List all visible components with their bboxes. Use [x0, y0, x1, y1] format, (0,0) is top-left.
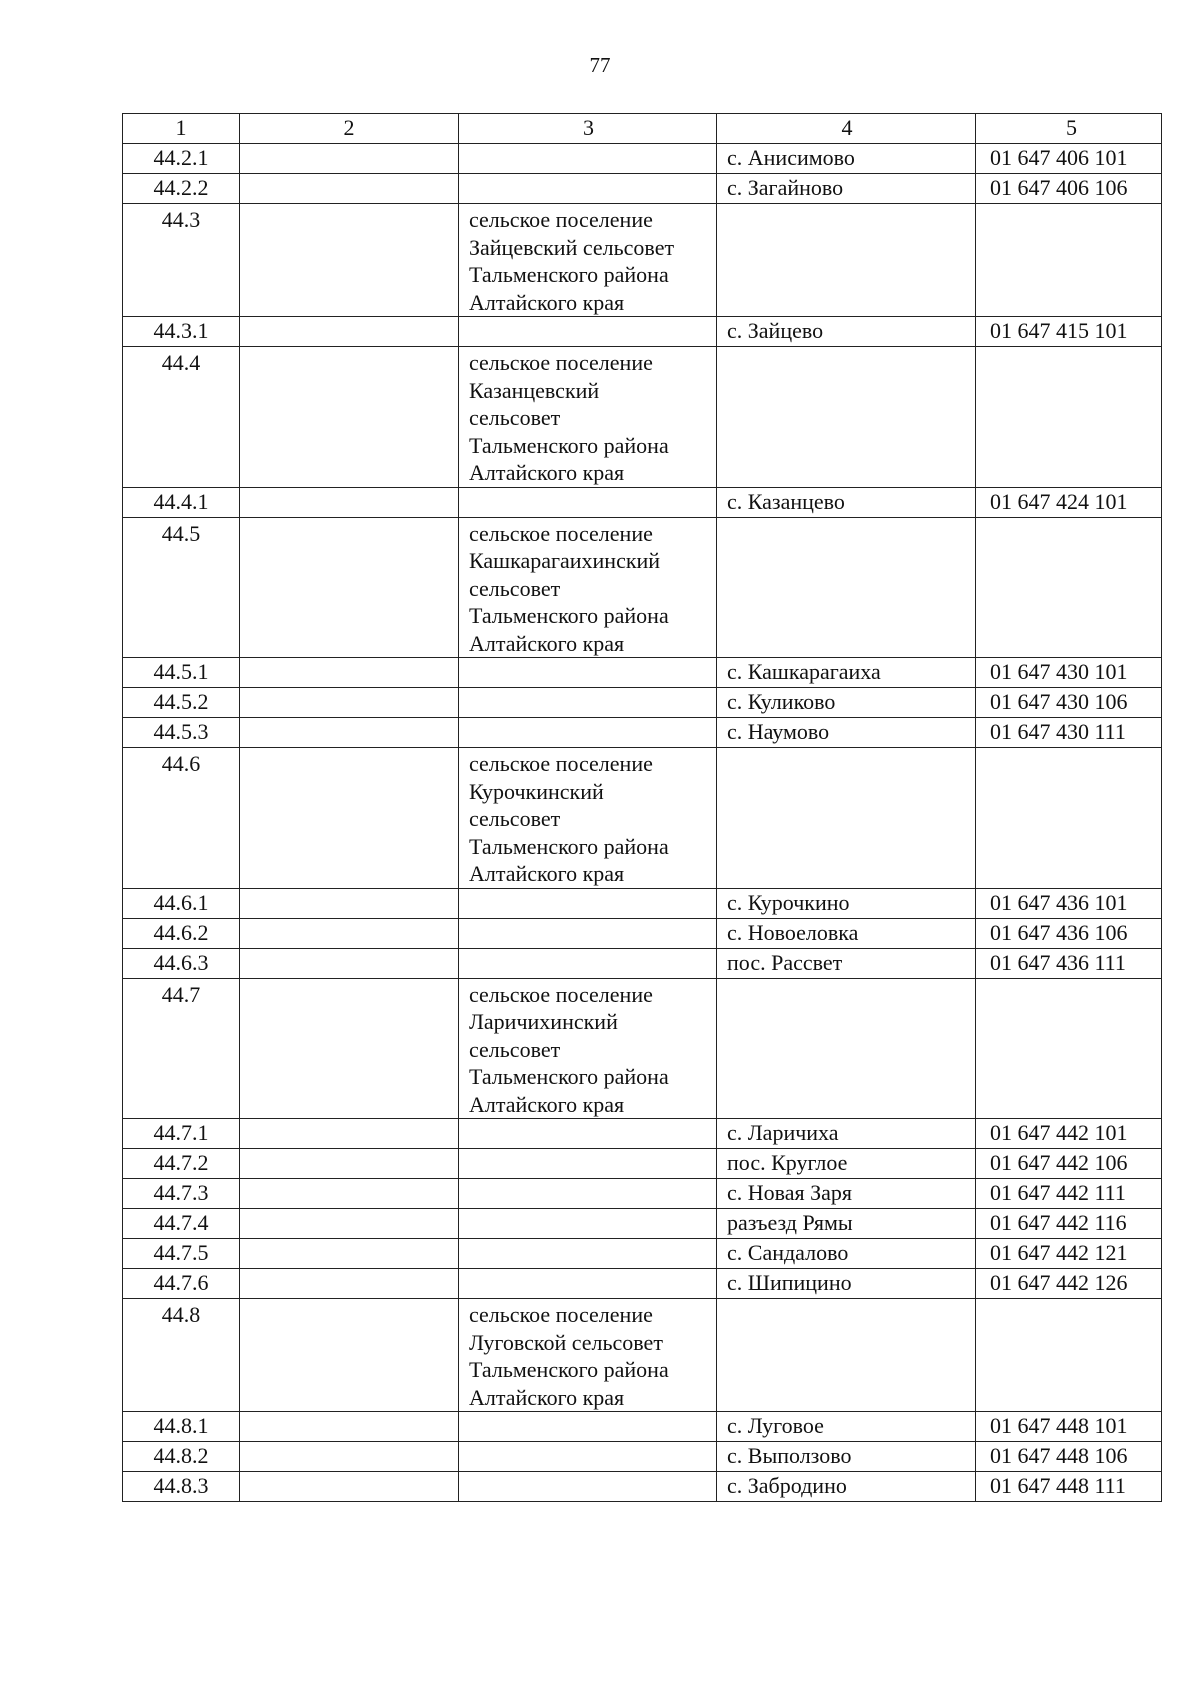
row-number-cell: 44.2.2 [123, 174, 240, 204]
empty-cell [240, 918, 459, 948]
code-cell: 01 647 442 101 [976, 1119, 1162, 1149]
table-row [123, 317, 1162, 347]
settlement-cell: с. Наумово [717, 718, 976, 748]
municipality-cell [459, 978, 717, 1119]
settlements-table [122, 113, 1162, 1502]
municipality-line: сельское поселение [469, 1302, 653, 1327]
row-number-cell: 44.4.1 [123, 487, 240, 517]
row-number-cell: 44.3.1 [123, 317, 240, 347]
code-cell [976, 204, 1162, 317]
municipality-line: Алтайского края [469, 289, 625, 315]
settlement-cell [717, 978, 976, 1119]
municipality-cell [459, 1239, 717, 1269]
code-cell: 01 647 442 111 [976, 1179, 1162, 1209]
table-row [123, 347, 1162, 488]
settlement-cell: с. Зайцево [717, 317, 976, 347]
settlement-cell: с. Казанцево [717, 487, 976, 517]
municipality-line: Алтайского края [469, 1384, 625, 1410]
header-cell-3: 3 [459, 114, 717, 144]
municipality-line: Тальменского района [469, 1064, 669, 1089]
municipality-cell [459, 718, 717, 748]
table-row [123, 1209, 1162, 1239]
row-number-cell: 44.5.1 [123, 658, 240, 688]
code-cell: 01 647 430 111 [976, 718, 1162, 748]
municipality-line: сельсовет [469, 405, 561, 430]
municipality-line: Алтайского края [469, 1091, 625, 1117]
code-cell: 01 647 430 106 [976, 688, 1162, 718]
table-body [123, 114, 1162, 1502]
table-row [123, 978, 1162, 1119]
table-row [123, 948, 1162, 978]
code-cell: 01 647 406 106 [976, 174, 1162, 204]
municipality-cell [459, 748, 717, 889]
empty-cell [240, 1412, 459, 1442]
table-row [123, 1442, 1162, 1472]
table-row [123, 144, 1162, 174]
settlement-cell [717, 517, 976, 658]
municipality-line: сельсовет [469, 1036, 561, 1062]
municipality-cell [459, 1209, 717, 1239]
page-number: 77 [589, 53, 611, 77]
table-row [123, 1149, 1162, 1179]
code-cell: 01 647 442 106 [976, 1149, 1162, 1179]
empty-cell [240, 658, 459, 688]
settlement-cell: с. Выползово [717, 1442, 976, 1472]
settlement-cell [717, 1299, 976, 1412]
table-row [123, 918, 1162, 948]
code-cell [976, 748, 1162, 889]
empty-cell [240, 204, 459, 317]
code-cell [976, 347, 1162, 488]
municipality-cell [459, 144, 717, 174]
settlement-cell: с. Курочкино [717, 888, 976, 918]
empty-cell [240, 948, 459, 978]
municipality-line: сельское поселение [469, 751, 653, 776]
table-row [123, 658, 1162, 688]
municipality-line: сельсовет [469, 575, 561, 601]
row-number-cell: 44.7.6 [123, 1269, 240, 1299]
code-cell [976, 978, 1162, 1119]
row-number-cell: 44.8.1 [123, 1412, 240, 1442]
table-row [123, 1299, 1162, 1412]
municipality-line: Ларичихинский [469, 1009, 618, 1034]
row-number-cell: 44.7.5 [123, 1239, 240, 1269]
municipality-line: Тальменского района [469, 833, 669, 859]
municipality-cell [459, 1299, 717, 1412]
settlement-cell: с. Шипицино [717, 1269, 976, 1299]
table-header-row [123, 114, 1162, 144]
empty-cell [240, 718, 459, 748]
municipality-line: сельское поселение [469, 520, 653, 546]
municipality-cell [459, 1442, 717, 1472]
row-number-cell: 44.8.2 [123, 1442, 240, 1472]
table-row [123, 1412, 1162, 1442]
empty-cell [240, 517, 459, 658]
table-row [123, 174, 1162, 204]
settlement-cell: разъезд Рямы [717, 1209, 976, 1239]
settlement-cell [717, 347, 976, 488]
row-number-cell: 44.6.1 [123, 888, 240, 918]
empty-cell [240, 688, 459, 718]
settlement-cell: с. Забродино [717, 1472, 976, 1502]
empty-cell [240, 1472, 459, 1502]
row-number-cell: 44.7 [123, 978, 240, 1119]
empty-cell [240, 347, 459, 488]
settlement-cell: с. Загайново [717, 174, 976, 204]
settlement-cell: с. Ларичиха [717, 1119, 976, 1149]
empty-cell [240, 1299, 459, 1412]
code-cell: 01 647 436 111 [976, 948, 1162, 978]
row-number-cell: 44.6.2 [123, 918, 240, 948]
code-cell: 01 647 406 101 [976, 144, 1162, 174]
municipality-line: Алтайского края [469, 861, 625, 886]
municipality-line: Тальменского района [469, 603, 669, 628]
row-number-cell: 44.3 [123, 204, 240, 317]
municipality-cell [459, 517, 717, 658]
row-number-cell: 44.6.3 [123, 948, 240, 978]
code-cell [976, 517, 1162, 658]
empty-cell [240, 1269, 459, 1299]
municipality-cell [459, 174, 717, 204]
empty-cell [240, 1239, 459, 1269]
row-number-cell: 44.4 [123, 347, 240, 488]
settlement-cell [717, 748, 976, 889]
municipality-cell [459, 347, 717, 488]
empty-cell [240, 174, 459, 204]
code-cell: 01 647 430 101 [976, 658, 1162, 688]
settlement-cell: с. Луговое [717, 1412, 976, 1442]
municipality-line: сельсовет [469, 806, 561, 831]
settlement-cell [717, 204, 976, 317]
municipality-line: Алтайского края [469, 630, 625, 656]
settlement-cell: с. Кашкарагаиха [717, 658, 976, 688]
municipality-cell [459, 1269, 717, 1299]
table-row [123, 1179, 1162, 1209]
code-cell: 01 647 442 121 [976, 1239, 1162, 1269]
table-row [123, 1472, 1162, 1502]
empty-cell [240, 1442, 459, 1472]
table-row [123, 748, 1162, 889]
code-cell: 01 647 442 116 [976, 1209, 1162, 1239]
empty-cell [240, 1209, 459, 1239]
table-row [123, 1239, 1162, 1269]
row-number-cell: 44.8.3 [123, 1472, 240, 1502]
header-cell-2: 2 [240, 114, 459, 144]
header-cell-1: 1 [123, 114, 240, 144]
table-row [123, 1269, 1162, 1299]
row-number-cell: 44.5.2 [123, 688, 240, 718]
municipality-line: Тальменского района [469, 262, 669, 287]
municipality-line: Зайцевский сельсовет [469, 234, 675, 260]
row-number-cell: 44.5 [123, 517, 240, 658]
municipality-line: Тальменского района [469, 1357, 669, 1382]
code-cell: 01 647 436 101 [976, 888, 1162, 918]
empty-cell [240, 888, 459, 918]
settlement-cell: с. Новая Заря [717, 1179, 976, 1209]
settlement-cell: пос. Рассвет [717, 948, 976, 978]
municipality-cell [459, 1149, 717, 1179]
empty-cell [240, 144, 459, 174]
municipality-line: Казанцевский [469, 377, 600, 403]
empty-cell [240, 1149, 459, 1179]
municipality-cell [459, 1119, 717, 1149]
settlement-cell: с. Новоеловка [717, 918, 976, 948]
empty-cell [240, 317, 459, 347]
municipality-line: Тальменского района [469, 432, 669, 458]
municipality-cell [459, 204, 717, 317]
row-number-cell: 44.7.2 [123, 1149, 240, 1179]
empty-cell [240, 1119, 459, 1149]
empty-cell [240, 748, 459, 889]
municipality-cell [459, 948, 717, 978]
empty-cell [240, 487, 459, 517]
code-cell: 01 647 436 106 [976, 918, 1162, 948]
settlement-cell: пос. Круглое [717, 1149, 976, 1179]
code-cell: 01 647 442 126 [976, 1269, 1162, 1299]
table-row [123, 1119, 1162, 1149]
settlement-cell: с. Сандалово [717, 1239, 976, 1269]
row-number-cell: 44.7.3 [123, 1179, 240, 1209]
code-cell: 01 647 448 101 [976, 1412, 1162, 1442]
code-cell: 01 647 448 106 [976, 1442, 1162, 1472]
empty-cell [240, 978, 459, 1119]
municipality-cell [459, 888, 717, 918]
row-number-cell: 44.7.4 [123, 1209, 240, 1239]
table-row [123, 888, 1162, 918]
municipality-line: Курочкинский [469, 778, 604, 804]
row-number-cell: 44.5.3 [123, 718, 240, 748]
municipality-line: сельское поселение [469, 981, 653, 1007]
municipality-cell [459, 317, 717, 347]
municipality-cell [459, 1412, 717, 1442]
code-cell: 01 647 448 111 [976, 1472, 1162, 1502]
municipality-cell [459, 688, 717, 718]
municipality-cell [459, 1179, 717, 1209]
table-row [123, 204, 1162, 317]
settlement-cell: с. Анисимово [717, 144, 976, 174]
municipality-line: Алтайского края [469, 460, 625, 485]
row-number-cell: 44.7.1 [123, 1119, 240, 1149]
code-cell: 01 647 424 101 [976, 487, 1162, 517]
table-row [123, 718, 1162, 748]
municipality-cell [459, 1472, 717, 1502]
row-number-cell: 44.6 [123, 748, 240, 889]
table-row [123, 688, 1162, 718]
header-cell-4: 4 [717, 114, 976, 144]
municipality-cell [459, 658, 717, 688]
settlement-cell: с. Куликово [717, 688, 976, 718]
row-number-cell: 44.8 [123, 1299, 240, 1412]
code-cell: 01 647 415 101 [976, 317, 1162, 347]
municipality-cell [459, 918, 717, 948]
row-number-cell: 44.2.1 [123, 144, 240, 174]
municipality-line: Луговской сельсовет [469, 1329, 663, 1355]
empty-cell [240, 1179, 459, 1209]
header-cell-5: 5 [976, 114, 1162, 144]
code-cell [976, 1299, 1162, 1412]
table-row [123, 487, 1162, 517]
municipality-line: Кашкарагаихинский [469, 548, 661, 573]
table-row [123, 517, 1162, 658]
municipality-line: сельское поселение [469, 350, 653, 375]
municipality-line: сельское поселение [469, 207, 653, 232]
municipality-cell [459, 487, 717, 517]
